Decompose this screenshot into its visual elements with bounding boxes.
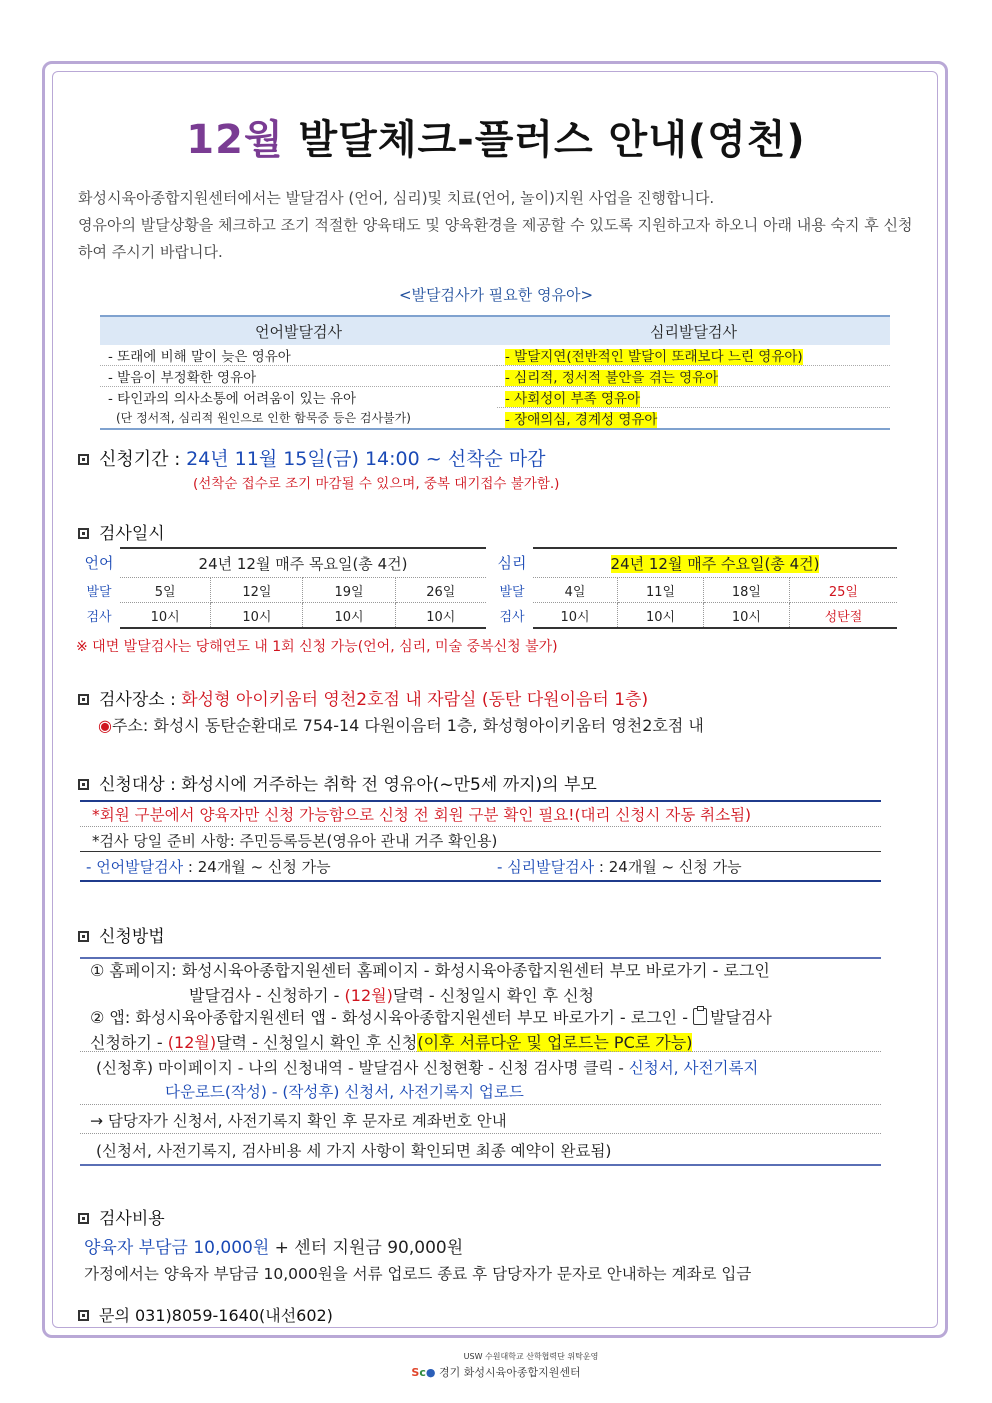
cost-parent: 양육자 부담금 10,000원 bbox=[84, 1238, 270, 1258]
need-heading: <발달검사가 필요한 영유아> bbox=[398, 286, 594, 304]
need-psy-1: - 발달지연(전반적인 발달이 또래보다 느린 영유아) bbox=[505, 349, 803, 365]
sched-psy-time: 10시 bbox=[618, 603, 704, 629]
intro-line-2: 영유아의 발달상황을 체크하고 조기 적절한 양육태도 및 양육환경을 제공할 수 있도록 지원하고자 하오니 아래 내용 숙지 후 신청하여 주시기 바랍니다. bbox=[78, 216, 913, 261]
method-2b-highlight: (이후 서류다운 및 업로드는 PC로 가능) bbox=[417, 1033, 693, 1052]
sched-psy-side-2: 발달 bbox=[499, 584, 525, 600]
footer-main: 경기 화성시육아종합지원센터 bbox=[438, 1366, 581, 1379]
method-1b bbox=[189, 983, 594, 1006]
sched-lang-date: 26일 bbox=[395, 578, 486, 603]
address-label: 주소: bbox=[111, 716, 149, 735]
sched-lang-side-1: 언어 bbox=[84, 554, 114, 573]
need-lang-1: - 또래에 비해 말이 늦은 영유아 bbox=[100, 345, 497, 366]
intro-line-1: 화성시육아종합지원센터에서는 발달검사 (언어, 심리)및 치료(언어, 놀이)지원 사업을 진행합니다. bbox=[78, 189, 715, 207]
sched-lang-header: 24년 12월 매주 목요일(총 4건) bbox=[120, 548, 486, 578]
period-row bbox=[78, 444, 546, 471]
sched-lang-date: 12일 bbox=[211, 578, 303, 603]
cost-center: + 센터 지원금 90,000원 bbox=[269, 1238, 464, 1258]
target-value: 화성시에 거주하는 취학 전 영유아(~만5세 까지)의 부모 bbox=[181, 775, 597, 795]
place-label: 검사장소 : bbox=[99, 690, 176, 710]
footer-logo bbox=[0, 1351, 992, 1380]
method-1b-post: 달력 - 신청일시 확인 후 신청 bbox=[392, 986, 595, 1005]
title-month: 12월 bbox=[186, 117, 284, 163]
cost-line bbox=[84, 1233, 463, 1258]
sched-lang-time: 10시 bbox=[120, 603, 211, 629]
method-1b-month: (12월) bbox=[344, 986, 393, 1005]
method-2a bbox=[90, 1005, 772, 1028]
method-label: 신청방법 bbox=[99, 927, 165, 947]
sched-psy-date: 18일 bbox=[703, 578, 789, 603]
divider bbox=[80, 1051, 881, 1052]
divider bbox=[80, 1133, 881, 1134]
sched-psy-header: 24년 12월 매주 수요일(총 4건) bbox=[610, 554, 820, 573]
method-2b-pre: 신청하기 - bbox=[90, 1033, 168, 1052]
sched-psy-date: 11일 bbox=[618, 578, 704, 603]
place-row bbox=[78, 685, 648, 710]
need-lang-2: - 발음이 부정확한 영유아 bbox=[100, 366, 497, 387]
method-2b bbox=[90, 1030, 692, 1053]
need-col-lang: 언어발달검사 bbox=[100, 316, 497, 345]
schedule-row bbox=[78, 519, 165, 544]
need-table bbox=[100, 315, 890, 430]
schedule-label: 검사일시 bbox=[99, 524, 165, 544]
method-after-a-text: (신청후) 마이페이지 - 나의 신청내역 - 발달검사 신청현황 - 신청 검사명 클릭 - bbox=[96, 1059, 629, 1077]
sched-lang-time: 10시 bbox=[211, 603, 303, 629]
sched-lang-time: 10시 bbox=[395, 603, 486, 629]
method-2a-text: ② 앱: 화성시육아종합지원센터 앱 - 화성시육아종합지원센터 부모 바로가기 - 로그인 - bbox=[90, 1008, 688, 1027]
target-lang-name: 언어발달검사 bbox=[96, 858, 184, 876]
method-final: (신청서, 사전기록지, 검사비용 세 가지 사항이 확인되면 최종 예약이 완료됨) bbox=[96, 1142, 612, 1160]
sched-lang-time: 10시 bbox=[303, 603, 395, 629]
divider bbox=[80, 1104, 881, 1105]
target-psy-name: 심리발달검사 bbox=[507, 858, 595, 876]
sched-psy-side-1: 심리 bbox=[497, 554, 527, 573]
target-label: 신청대상 : bbox=[99, 775, 176, 795]
method-row bbox=[78, 922, 165, 947]
sched-psy-time-holiday: 성탄절 bbox=[789, 603, 897, 629]
radio-bullet-icon: ◉ bbox=[98, 716, 112, 735]
page-title bbox=[0, 108, 992, 165]
sched-lang-date: 19일 bbox=[303, 578, 395, 603]
schedule-psy-table bbox=[491, 547, 897, 629]
square-bullet-icon bbox=[78, 779, 89, 790]
square-bullet-icon bbox=[78, 1310, 89, 1321]
need-psy-2: - 심리적, 정서적 불안을 겪는 영유아 bbox=[505, 370, 719, 386]
cost-note: 가정에서는 양육자 부담금 10,000원을 서류 업로드 종료 후 담당자가 문자로 안내하는 계좌로 입금 bbox=[84, 1265, 752, 1283]
target-prep: *검사 당일 준비 사항: 주민등록등본(영유아 관내 거주 확인용) bbox=[92, 832, 498, 850]
period-label: 신청기간 : bbox=[99, 449, 181, 470]
sched-psy-side-3: 검사 bbox=[499, 609, 525, 625]
method-1b-pre: 발달검사 - 신청하기 - bbox=[189, 986, 345, 1005]
divider bbox=[80, 851, 881, 852]
target-psy-age-text: : 24개월 ~ 신청 가능 bbox=[594, 858, 742, 876]
method-after-a-forms: 신청서, 사전기록지 bbox=[628, 1059, 759, 1077]
square-bullet-icon bbox=[78, 1213, 89, 1224]
sched-lang-side-3: 검사 bbox=[86, 609, 112, 625]
target-lang-age: - 언어발달검사 : 24개월 ~ 신청 가능 bbox=[86, 858, 331, 876]
square-bullet-icon bbox=[78, 694, 89, 705]
period-note: (선착순 접수로 조기 마감될 수 있으며, 중복 대기접수 불가함.) bbox=[193, 476, 560, 492]
need-col-psy: 심리발달검사 bbox=[497, 316, 890, 345]
address-row bbox=[98, 713, 704, 736]
footer-main-row: Sc● 경기 화성시육아종합지원센터 bbox=[411, 1366, 581, 1379]
cost-label: 검사비용 bbox=[99, 1209, 165, 1229]
need-lang-4: (단 정서적, 심리적 원인으로 인한 함묵증 등은 검사불가) bbox=[100, 408, 497, 430]
method-arrow: → 담당자가 신청서, 사전기록지 확인 후 문자로 계좌번호 안내 bbox=[90, 1112, 507, 1130]
divider bbox=[80, 800, 881, 802]
sched-psy-date-holiday: 25일 bbox=[789, 578, 897, 603]
target-psy-age: - 심리발달검사 : 24개월 ~ 신청 가능 bbox=[497, 858, 742, 876]
sched-lang-date: 5일 bbox=[120, 578, 211, 603]
footer-top: USW 수원대학교 산학협력단 위탁운영 bbox=[463, 1352, 599, 1361]
target-lang-age-text: : 24개월 ~ 신청 가능 bbox=[183, 858, 331, 876]
square-bullet-icon bbox=[78, 528, 89, 539]
sched-psy-time: 10시 bbox=[703, 603, 789, 629]
sched-lang-side-2: 발달 bbox=[86, 584, 112, 600]
clipboard-icon bbox=[693, 1008, 707, 1025]
target-row bbox=[78, 770, 597, 795]
need-psy-4: - 장애의심, 경계성 영유아 bbox=[505, 412, 658, 428]
center-logo-icon: S bbox=[411, 1366, 420, 1379]
title-text: 발달체크-플러스 안내(영천) bbox=[298, 117, 806, 163]
cost-row bbox=[78, 1204, 165, 1229]
target-warning: *회원 구분에서 양육자만 신청 가능함으로 신청 전 회원 구분 확인 필요!(대리 신청시 자동 취소됨) bbox=[92, 806, 752, 824]
need-psy-3: - 사회성이 부족 영유아 bbox=[505, 391, 641, 407]
need-lang-3: - 타인과의 의사소통에 어려움이 있는 유아 bbox=[108, 391, 357, 408]
schedule-lang-table bbox=[78, 547, 486, 629]
method-2a-end: 발달검사 bbox=[710, 1008, 772, 1027]
intro-text bbox=[78, 185, 923, 266]
place-value: 화성형 아이키움터 영천2호점 내 자람실 (동탄 다원이음터 1층) bbox=[181, 690, 649, 710]
square-bullet-icon bbox=[78, 454, 89, 465]
period-value: 24년 11월 15일(금) 14:00 ~ 선착순 마감 bbox=[186, 448, 546, 470]
contact-row bbox=[78, 1303, 333, 1326]
square-bullet-icon bbox=[78, 931, 89, 942]
method-after-b: 다운로드(작성) - (작성후) 신청서, 사전기록지 업로드 bbox=[165, 1083, 524, 1101]
address-value: 화성시 동탄순환대로 754-14 다원이음터 1층, 화성형아이키움터 영천2호점 내 bbox=[153, 716, 704, 735]
method-1a: ① 홈페이지: 화성시육아종합지원센터 홈페이지 - 화성시육아종합지원센터 부모 바로가기 - 로그인 bbox=[90, 961, 770, 980]
method-after-a bbox=[96, 1056, 758, 1078]
divider bbox=[80, 826, 881, 827]
method-2b-mid: 달력 - 신청일시 확인 후 신청 bbox=[216, 1033, 418, 1052]
method-2b-month: (12월) bbox=[167, 1033, 217, 1052]
divider bbox=[80, 1164, 881, 1166]
sched-psy-time: 10시 bbox=[533, 603, 618, 629]
sched-psy-date: 4일 bbox=[533, 578, 618, 603]
contact-label: 문의 031)8059-1640(내선602) bbox=[99, 1306, 333, 1325]
divider bbox=[80, 880, 881, 882]
schedule-note: ※ 대면 발달검사는 당해연도 내 1회 신청 가능(언어, 심리, 미술 중복신청 불가) bbox=[76, 639, 558, 655]
